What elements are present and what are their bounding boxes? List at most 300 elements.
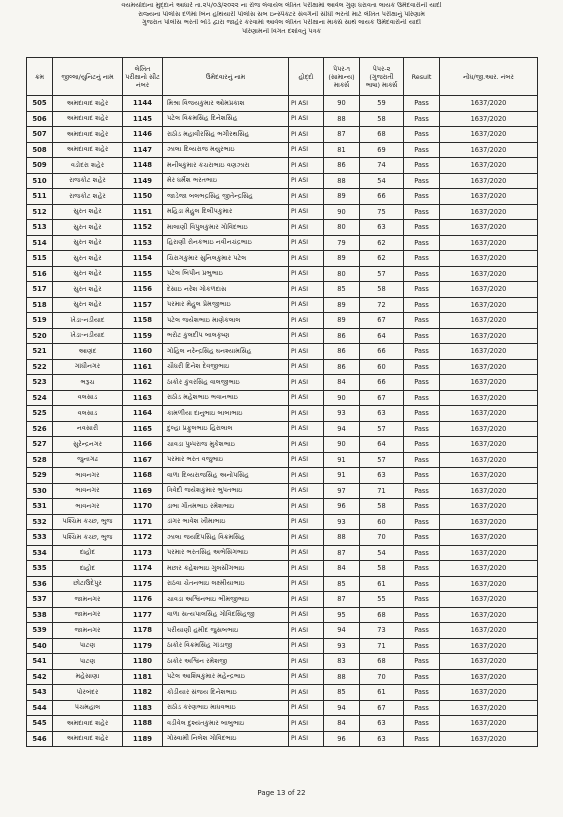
table-row	[27, 313, 538, 329]
cell-sno: 535	[27, 561, 53, 577]
cell-name: ચૌધરી દિનેશ દેવજીભાઇ	[163, 359, 289, 375]
cell-paper2-marks: 71	[360, 638, 404, 654]
cell-post: PI ASI	[289, 251, 324, 267]
cell-roll: 1179	[123, 638, 163, 654]
cell-roll: 1149	[123, 173, 163, 189]
cell-result: Pass	[404, 297, 440, 313]
cell-result: Pass	[404, 607, 440, 623]
table-row	[27, 499, 538, 515]
cell-result: Pass	[404, 235, 440, 251]
cell-result: Pass	[404, 96, 440, 112]
cell-sno: 543	[27, 685, 53, 701]
cell-roll: 1144	[123, 96, 163, 112]
cell-roll: 1161	[123, 359, 163, 375]
cell-paper2-marks: 71	[360, 483, 404, 499]
cell-post: PI ASI	[289, 669, 324, 685]
cell-paper1-marks: 90	[324, 204, 360, 220]
cell-paper1-marks: 83	[324, 654, 360, 670]
cell-sno: 509	[27, 158, 53, 174]
cell-sno: 519	[27, 313, 53, 329]
header-line: ગુજરાત પોલીસ ભરતી બોર્ડ દ્વારા જાહેર કરવામાં આવેલ લેખિત પરીક્ષાના માર્ક્સ સાથે લાયક ઉમેદવારોની યાદી	[141, 19, 422, 27]
cell-paper1-marks: 88	[324, 111, 360, 127]
cell-result: Pass	[404, 142, 440, 158]
cell-name: રાઠોડ મહેશભાઇ ભવાનભાઇ	[163, 390, 289, 406]
cell-post: PI ASI	[289, 545, 324, 561]
cell-name: મેર ધર્મેશ ભરતભાઇ	[163, 173, 289, 189]
cell-roll: 1181	[123, 669, 163, 685]
cell-roll: 1151	[123, 204, 163, 220]
cell-paper1-marks: 95	[324, 607, 360, 623]
col-header-city: જીલ્લા/યુનિટનું નામ	[53, 58, 123, 96]
cell-roll: 1159	[123, 328, 163, 344]
cell-roll: 1145	[123, 111, 163, 127]
cell-paper1-marks: 85	[324, 685, 360, 701]
cell-paper1-marks: 89	[324, 297, 360, 313]
cell-name: વાળા દિવ્યરાજસિંહ અનોપસિંહ	[163, 468, 289, 484]
cell-roll: 1188	[123, 716, 163, 732]
cell-paper2-marks: 59	[360, 96, 404, 112]
cell-roll: 1165	[123, 421, 163, 437]
cell-ref: 1637/2020	[440, 359, 538, 375]
cell-result: Pass	[404, 390, 440, 406]
cell-roll: 1180	[123, 654, 163, 670]
cell-name: ભરોટ કુલદીપ બાલકૃષ્ણ	[163, 328, 289, 344]
cell-post: PI ASI	[289, 716, 324, 732]
table-row	[27, 545, 538, 561]
cell-paper1-marks: 96	[324, 731, 360, 747]
cell-roll: 1157	[123, 297, 163, 313]
table-row	[27, 251, 538, 267]
cell-roll: 1176	[123, 592, 163, 608]
cell-sno: 536	[27, 576, 53, 592]
cell-paper2-marks: 63	[360, 406, 404, 422]
cell-roll: 1148	[123, 158, 163, 174]
cell-ref: 1637/2020	[440, 530, 538, 546]
cell-paper1-marks: 86	[324, 344, 360, 360]
cell-name: પટેલ આશિષકુમાર મહેન્દ્રભાઇ	[163, 669, 289, 685]
cell-paper1-marks: 87	[324, 127, 360, 143]
cell-city: આણંદ	[53, 344, 123, 360]
cell-post: PI ASI	[289, 576, 324, 592]
table-row	[27, 282, 538, 298]
cell-ref: 1637/2020	[440, 452, 538, 468]
cell-roll: 1163	[123, 390, 163, 406]
cell-post: PI ASI	[289, 592, 324, 608]
table-row	[27, 421, 538, 437]
cell-sno: 529	[27, 468, 53, 484]
cell-paper2-marks: 57	[360, 452, 404, 468]
cell-paper1-marks: 93	[324, 638, 360, 654]
cell-roll: 1147	[123, 142, 163, 158]
table-row	[27, 638, 538, 654]
cell-post: PI ASI	[289, 607, 324, 623]
cell-city: વલસાડ	[53, 406, 123, 422]
cell-result: Pass	[404, 514, 440, 530]
cell-ref: 1637/2020	[440, 375, 538, 391]
cell-roll: 1153	[123, 235, 163, 251]
cell-city: છોટાઉદેપુર	[53, 576, 123, 592]
cell-result: Pass	[404, 111, 440, 127]
cell-ref: 1637/2020	[440, 251, 538, 267]
cell-city: રાજકોટ શહેર	[53, 173, 123, 189]
cell-ref: 1637/2020	[440, 282, 538, 298]
cell-roll: 1155	[123, 266, 163, 282]
cell-paper1-marks: 88	[324, 173, 360, 189]
cell-name: વાળા સત્યપાલસિંહ ગોવિંદસિંહજી	[163, 607, 289, 623]
cell-post: PI ASI	[289, 468, 324, 484]
cell-paper2-marks: 69	[360, 142, 404, 158]
cell-post: PI ASI	[289, 359, 324, 375]
table-row	[27, 685, 538, 701]
cell-city: વલસાડ	[53, 390, 123, 406]
cell-post: PI ASI	[289, 375, 324, 391]
cell-post: PI ASI	[289, 700, 324, 716]
cell-name: દેસાઇ નરેશ ગોકળદાસ	[163, 282, 289, 298]
cell-paper1-marks: 79	[324, 235, 360, 251]
cell-roll: 1169	[123, 483, 163, 499]
table-row	[27, 127, 538, 143]
cell-city: ખેડા-નડીયાદ	[53, 328, 123, 344]
cell-name: ચાવડા પુષ્પરાજ મુકેશભાઇ	[163, 437, 289, 453]
cell-paper2-marks: 61	[360, 576, 404, 592]
cell-post: PI ASI	[289, 235, 324, 251]
cell-roll: 1162	[123, 375, 163, 391]
cell-ref: 1637/2020	[440, 545, 538, 561]
cell-result: Pass	[404, 158, 440, 174]
table-row	[27, 561, 538, 577]
cell-paper2-marks: 68	[360, 127, 404, 143]
table-row	[27, 592, 538, 608]
cell-name: પટેલ જયેશભાઇ માણેકલાલ	[163, 313, 289, 329]
cell-result: Pass	[404, 189, 440, 205]
cell-ref: 1637/2020	[440, 111, 538, 127]
cell-roll: 1178	[123, 623, 163, 639]
cell-roll: 1156	[123, 282, 163, 298]
cell-paper2-marks: 60	[360, 359, 404, 375]
cell-result: Pass	[404, 437, 440, 453]
cell-post: PI ASI	[289, 220, 324, 236]
cell-ref: 1637/2020	[440, 297, 538, 313]
cell-city: સુરત શહેર	[53, 251, 123, 267]
cell-sno: 545	[27, 716, 53, 732]
cell-roll: 1164	[123, 406, 163, 422]
cell-sno: 527	[27, 437, 53, 453]
cell-paper2-marks: 73	[360, 623, 404, 639]
table-row	[27, 483, 538, 499]
header-line: વયમર્યાદાના મુદ્દાને આધારે તા.૨૫/૦૩/૨૦૨૨ ના રોજ લેવાયેલ લેખિત પરીક્ષામાં આવેલ ગુણ ધરાવતા લાયક ઉમેદવારોની યાદી	[121, 2, 442, 9]
table-row	[27, 468, 538, 484]
cell-paper2-marks: 55	[360, 592, 404, 608]
cell-roll: 1167	[123, 452, 163, 468]
cell-name: ઝાલા જયદિપસિંહ વિક્રમસિંહ	[163, 530, 289, 546]
cell-roll: 1146	[123, 127, 163, 143]
cell-paper2-marks: 64	[360, 328, 404, 344]
table-row	[27, 700, 538, 716]
cell-roll: 1160	[123, 344, 163, 360]
cell-city: વડોદરા શહેર	[53, 158, 123, 174]
table-row	[27, 452, 538, 468]
cell-result: Pass	[404, 266, 440, 282]
cell-sno: 532	[27, 514, 53, 530]
cell-paper2-marks: 58	[360, 561, 404, 577]
cell-result: Pass	[404, 406, 440, 422]
cell-roll: 1158	[123, 313, 163, 329]
col-header-sno: ક્રમ	[27, 58, 53, 96]
cell-post: PI ASI	[289, 313, 324, 329]
cell-post: PI ASI	[289, 142, 324, 158]
cell-post: PI ASI	[289, 685, 324, 701]
cell-sno: 513	[27, 220, 53, 236]
cell-name: ડાંગર ભાવેશ ખીમાભાઇ	[163, 514, 289, 530]
cell-roll: 1173	[123, 545, 163, 561]
cell-city: પોરબંદર	[53, 685, 123, 701]
table-row	[27, 328, 538, 344]
cell-sno: 521	[27, 344, 53, 360]
table-row	[27, 669, 538, 685]
cell-post: PI ASI	[289, 638, 324, 654]
cell-post: PI ASI	[289, 530, 324, 546]
cell-result: Pass	[404, 545, 440, 561]
cell-paper2-marks: 70	[360, 669, 404, 685]
cell-post: PI ASI	[289, 654, 324, 670]
cell-paper1-marks: 85	[324, 282, 360, 298]
cell-sno: 523	[27, 375, 53, 391]
cell-result: Pass	[404, 685, 440, 701]
cell-post: PI ASI	[289, 297, 324, 313]
table-row	[27, 220, 538, 236]
cell-paper1-marks: 93	[324, 406, 360, 422]
cell-roll: 1150	[123, 189, 163, 205]
cell-paper2-marks: 66	[360, 189, 404, 205]
cell-name: ઝાલા દિવ્યરાજ મયુરભાઇ	[163, 142, 289, 158]
cell-result: Pass	[404, 328, 440, 344]
cell-result: Pass	[404, 561, 440, 577]
cell-name: ઠાકોર કુંવરસિંહ વાલજીભાઇ	[163, 375, 289, 391]
cell-sno: 508	[27, 142, 53, 158]
cell-name: પરમાર ભરતસિંહ અભેસિંગભાઇ	[163, 545, 289, 561]
cell-paper2-marks: 66	[360, 375, 404, 391]
cell-paper1-marks: 87	[324, 592, 360, 608]
cell-sno: 540	[27, 638, 53, 654]
cell-post: PI ASI	[289, 437, 324, 453]
cell-post: PI ASI	[289, 111, 324, 127]
cell-post: PI ASI	[289, 328, 324, 344]
cell-name: ચિરાગકુમાર સુનિલકુમાર પટેલ	[163, 251, 289, 267]
cell-paper2-marks: 63	[360, 731, 404, 747]
cell-sno: 531	[27, 499, 53, 515]
cell-sno: 507	[27, 127, 53, 143]
cell-ref: 1637/2020	[440, 421, 538, 437]
cell-name: રાઠવા ચેતનભાઇ લક્ષ્મીયાભાઇ	[163, 576, 289, 592]
table-row	[27, 173, 538, 189]
cell-paper1-marks: 88	[324, 530, 360, 546]
cell-post: PI ASI	[289, 390, 324, 406]
cell-paper1-marks: 91	[324, 468, 360, 484]
table-row	[27, 716, 538, 732]
cell-city: ભાવનગર	[53, 468, 123, 484]
cell-paper1-marks: 89	[324, 251, 360, 267]
cell-ref: 1637/2020	[440, 499, 538, 515]
cell-name: મિશ્રા વિજયકુમાર ઓમપ્રકાશ	[163, 96, 289, 112]
cell-city: ભાવનગર	[53, 499, 123, 515]
cell-name: માલાણી વિપુલકુમાર ગોવિંદભાઇ	[163, 220, 289, 236]
cell-roll: 1168	[123, 468, 163, 484]
cell-result: Pass	[404, 468, 440, 484]
cell-paper2-marks: 70	[360, 530, 404, 546]
cell-sno: 514	[27, 235, 53, 251]
table-row	[27, 359, 538, 375]
cell-result: Pass	[404, 576, 440, 592]
cell-city: દાહોદ	[53, 561, 123, 577]
cell-post: PI ASI	[289, 204, 324, 220]
cell-post: PI ASI	[289, 452, 324, 468]
cell-result: Pass	[404, 638, 440, 654]
cell-paper2-marks: 57	[360, 266, 404, 282]
cell-city: સુરેન્દ્રનગર	[53, 437, 123, 453]
cell-post: PI ASI	[289, 96, 324, 112]
col-header-name: ઉમેદવારનું નામ	[163, 58, 289, 96]
table-row	[27, 111, 538, 127]
cell-ref: 1637/2020	[440, 468, 538, 484]
cell-paper1-marks: 93	[324, 514, 360, 530]
table-row	[27, 235, 538, 251]
cell-result: Pass	[404, 282, 440, 298]
cell-paper1-marks: 84	[324, 375, 360, 391]
cell-name: મનીષકુમાર કચરાભાઇ વણઝારા	[163, 158, 289, 174]
cell-paper2-marks: 57	[360, 421, 404, 437]
cell-post: PI ASI	[289, 344, 324, 360]
col-header-post: હોદ્દો	[289, 58, 324, 96]
cell-name: ડાભા ગૌતમભાઇ રમેશભાઇ	[163, 499, 289, 515]
cell-paper2-marks: 58	[360, 111, 404, 127]
cell-roll: 1171	[123, 514, 163, 530]
cell-name: ગોસ્વામી નિલેશ ગોવિંદભાઇ	[163, 731, 289, 747]
cell-post: PI ASI	[289, 499, 324, 515]
cell-roll: 1170	[123, 499, 163, 515]
cell-ref: 1637/2020	[440, 220, 538, 236]
cell-ref: 1637/2020	[440, 328, 538, 344]
cell-post: PI ASI	[289, 266, 324, 282]
cell-post: PI ASI	[289, 421, 324, 437]
cell-name: ઠાકોર અશ્વિન રમેશજી	[163, 654, 289, 670]
cell-paper1-marks: 84	[324, 561, 360, 577]
cell-result: Pass	[404, 204, 440, 220]
cell-ref: 1637/2020	[440, 483, 538, 499]
cell-paper1-marks: 94	[324, 623, 360, 639]
cell-sno: 534	[27, 545, 53, 561]
cell-ref: 1637/2020	[440, 669, 538, 685]
cell-ref: 1637/2020	[440, 638, 538, 654]
cell-name: ઠાકોર વિક્રમસિંહ ગાંડાજી	[163, 638, 289, 654]
cell-paper2-marks: 67	[360, 390, 404, 406]
cell-paper2-marks: 67	[360, 700, 404, 716]
cell-result: Pass	[404, 452, 440, 468]
cell-ref: 1637/2020	[440, 592, 538, 608]
cell-result: Pass	[404, 731, 440, 747]
cell-sno: 539	[27, 623, 53, 639]
cell-sno: 516	[27, 266, 53, 282]
cell-city: અમદાવાદ શહેર	[53, 716, 123, 732]
cell-city: અમદાવાદ શહેર	[53, 96, 123, 112]
cell-city: પશ્ચિમ કચ્છ, ભુજ	[53, 530, 123, 546]
cell-city: સુરત શહેર	[53, 204, 123, 220]
cell-sno: 522	[27, 359, 53, 375]
cell-roll: 1172	[123, 530, 163, 546]
cell-name: હિરાણી રોનકભાઇ નવીનચંદ્રભાઇ	[163, 235, 289, 251]
cell-paper2-marks: 58	[360, 499, 404, 515]
table-header-row	[27, 58, 538, 96]
cell-paper1-marks: 90	[324, 390, 360, 406]
cell-result: Pass	[404, 375, 440, 391]
cell-post: PI ASI	[289, 158, 324, 174]
cell-sno: 517	[27, 282, 53, 298]
cell-paper1-marks: 86	[324, 158, 360, 174]
cell-paper2-marks: 63	[360, 716, 404, 732]
table-row	[27, 297, 538, 313]
cell-sno: 505	[27, 96, 53, 112]
cell-post: PI ASI	[289, 514, 324, 530]
cell-ref: 1637/2020	[440, 607, 538, 623]
cell-sno: 506	[27, 111, 53, 127]
cell-result: Pass	[404, 530, 440, 546]
cell-paper1-marks: 94	[324, 421, 360, 437]
cell-city: ભરૂચ	[53, 375, 123, 391]
table-row	[27, 576, 538, 592]
cell-result: Pass	[404, 623, 440, 639]
cell-paper1-marks: 85	[324, 576, 360, 592]
cell-paper2-marks: 63	[360, 468, 404, 484]
cell-city: દાહોદ	[53, 545, 123, 561]
document-header	[26, 2, 537, 54]
cell-paper1-marks: 80	[324, 220, 360, 236]
cell-result: Pass	[404, 173, 440, 189]
cell-result: Pass	[404, 251, 440, 267]
cell-name: ત્રિવેદી જયેશકુમાર ભુપતભાઇ	[163, 483, 289, 499]
cell-city: પશ્ચિમ કચ્છ, ભુજ	[53, 514, 123, 530]
cell-city: અમદાવાદ શહેર	[53, 731, 123, 747]
cell-sno: 546	[27, 731, 53, 747]
cell-sno: 510	[27, 173, 53, 189]
col-header-paper1: પેપર-૧ (સામાન્ય) માર્ક્સ	[324, 58, 360, 96]
cell-sno: 533	[27, 530, 53, 546]
cell-result: Pass	[404, 127, 440, 143]
table-row	[27, 158, 538, 174]
cell-ref: 1637/2020	[440, 204, 538, 220]
table-row	[27, 514, 538, 530]
cell-ref: 1637/2020	[440, 189, 538, 205]
cell-sno: 537	[27, 592, 53, 608]
cell-name: વડીવેલ દુશ્યંતકુમાર બાબુભાઇ	[163, 716, 289, 732]
cell-ref: 1637/2020	[440, 235, 538, 251]
cell-ref: 1637/2020	[440, 406, 538, 422]
cell-paper2-marks: 74	[360, 158, 404, 174]
table-row	[27, 142, 538, 158]
cell-name: દુલ્હા પ્રફુલભાઇ હિરાલાલ	[163, 421, 289, 437]
cell-roll: 1154	[123, 251, 163, 267]
cell-result: Pass	[404, 669, 440, 685]
cell-roll: 1175	[123, 576, 163, 592]
cell-city: જુનાગઢ	[53, 452, 123, 468]
cell-paper2-marks: 61	[360, 685, 404, 701]
cell-city: પાટણ	[53, 654, 123, 670]
cell-name: ગોહિલ નરેન્દ્રસિંહ ઘનશ્યામસિંહ	[163, 344, 289, 360]
table-row	[27, 607, 538, 623]
cell-paper2-marks: 68	[360, 607, 404, 623]
table-row	[27, 96, 538, 112]
cell-name: કામળીયા દાનુભાઇ બાબાભાઇ	[163, 406, 289, 422]
cell-paper1-marks: 90	[324, 96, 360, 112]
cell-roll: 1152	[123, 220, 163, 236]
